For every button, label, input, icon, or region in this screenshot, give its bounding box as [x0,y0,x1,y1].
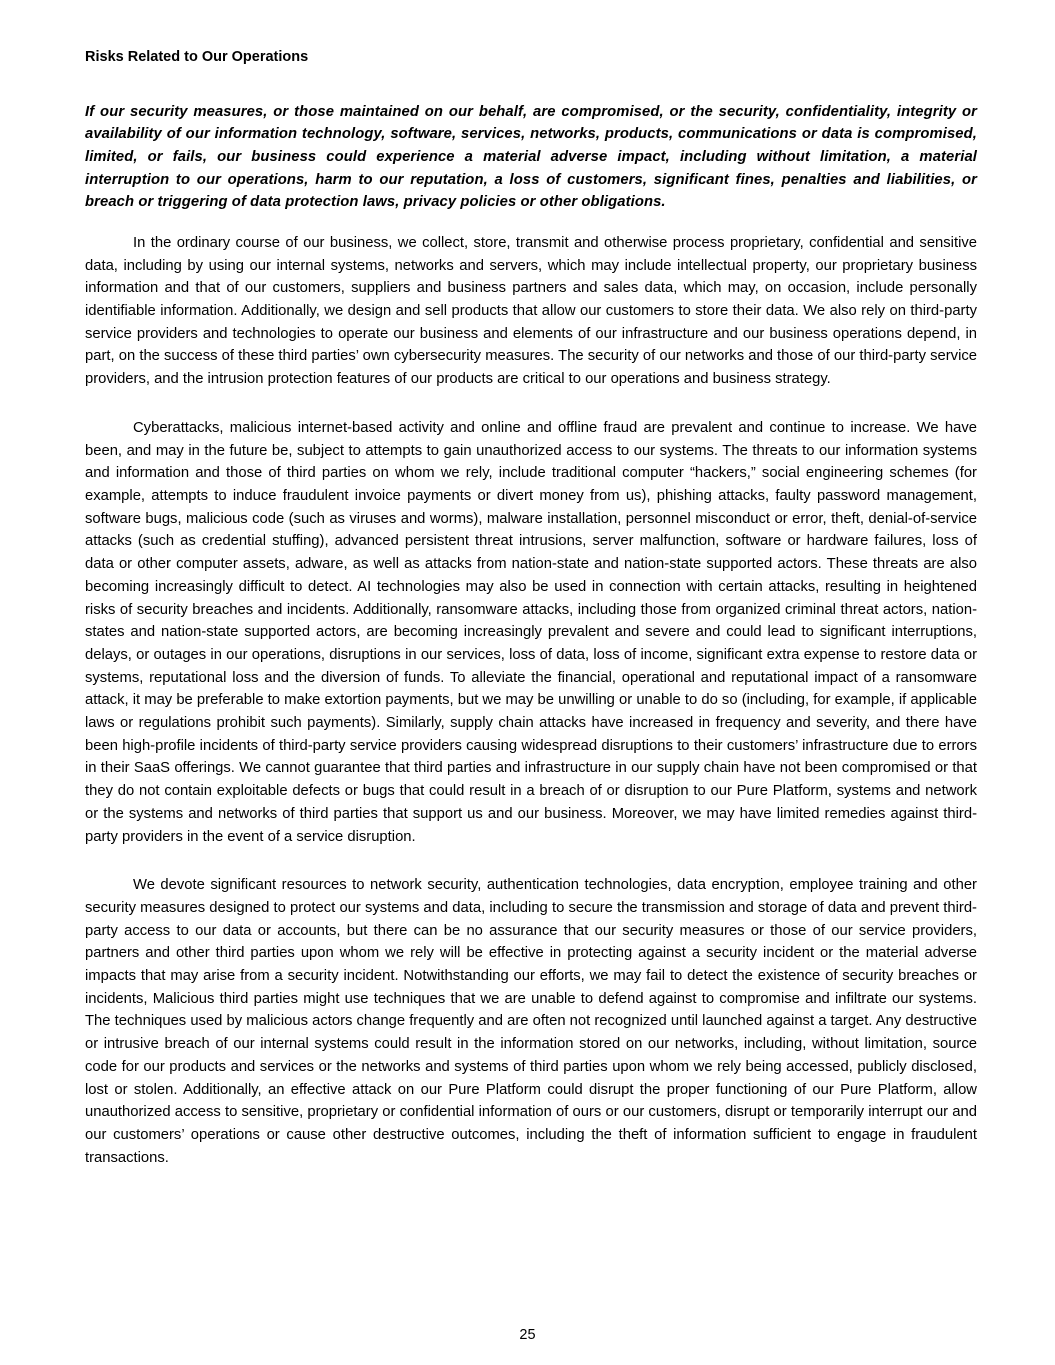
body-paragraph-2: Cyberattacks, malicious internet-based activity and online and offline fraud are prevalent and continue to increase. We have been, and may in the future be, subject to attempts to gain unauthorized access to our systems. The threats to our information systems and information and those of third parties on whom we rely, include traditional computer “hackers,” social engineering schemes (for example, attempts to induce fraudulent invoice payments or divert money from us), phishing attacks, faulty password management, software bugs, malicious code (such as viruses and worms), malware installation, personnel misconduct or error, theft, denial-of-service attacks (such as credential stuffing), advanced persistent threat intrusions, server malfunction, software or hardware failures, loss of data or other computer assets, adware, as well as attacks from nation-state and nation-state supported actors. These threats are also becoming increasingly difficult to detect. AI technologies may also be used in connection with certain attacks, resulting in heightened risks of security breaches and incidents. Additionally, ransomware attacks, including those from organized criminal threat actors, nation-states and nation-state supported actors, are becoming increasingly prevalent and severe and could lead to significant interruptions, delays, or outages in our operations, disruptions in our services, loss of data, loss of income, significant extra expense to restore data or systems, reputational loss and the diversion of funds. To alleviate the financial, operational and reputational impact of a ransomware attack, it may be preferable to make extortion payments, but we may be unwilling or unable to do so (including, for example, if applicable laws or regulations prohibit such payments). Similarly, supply chain attacks have increased in frequency and severity, and there have been high-profile incidents of third-party service providers causing widespread disruptions to their customers’ infrastructure due to errors in their SaaS offerings. We cannot guarantee that third parties and infrastructure in our supply chain have not been compromised or that they do not contain exploitable defects or bugs that could result in a breach of or disruption to our Pure Platform, systems and network or the systems and networks of third parties that support us and our business. Moreover, we may have limited remedies against third-party providers in the event of a service disruption. [85,419,977,845]
body-paragraph-3: We devote significant resources to network security, authentication technologies, data encryption, employee training and other security measures designed to protect our systems and data, including to secure the transmission and storage of data and prevent third-party access to our data or accounts, but there can be no assurance that our security measures or those of our service providers, partners and other third parties upon whom we rely will be effective in protecting against a security incident or the material adverse impacts that may arise from a security incident. Notwithstanding our efforts, we may fail to detect the existence of security breaches or incidents, Malicious third parties might use techniques that we are unable to defend against to compromise and infiltrate our systems. The techniques used by malicious actors change frequently and are often not recognized until launched against a target. Any destructive or intrusive breach of our internal systems could result in the information stored on our networks, including, without limitation, source code for our products and services or the networks and systems of third parties upon whom we rely being accessed, publicly disclosed, lost or stolen. Additionally, an effective attack on our Pure Platform could disrupt the proper functioning of our Pure Platform, allow unauthorized access to sensitive, proprietary or confidential information of ours or our customers, disrupt or temporarily interrupt our and our customers’ operations or cause other destructive outcomes, including the theft of information sufficient to engage in fraudulent transactions. [85,877,977,1166]
page-number: 25 [519,1327,536,1343]
body-paragraph-1: In the ordinary course of our business, we collect, store, transmit and otherwise process proprietary, confidential and sensitive data, including by using our internal systems, networks and servers, which may include intellectual property, our proprietary business information and that of our customers, suppliers and business partners and sales data, which may, on occasion, include personally identifiable information. Additionally, we design and sell products that allow our customers to store their data. We also rely on third-party service providers and technologies to operate our business and elements of our infrastructure and our business operations depend, in part, on the success of these third parties’ own cybersecurity measures. The security of our networks and those of our third-party service providers, and the intrusion protection features of our products are critical to our operations and business strategy. [85,234,977,388]
section-heading: Risks Related to Our Operations [85,49,309,65]
risk-factor-title: If our security measures, or those maintained on our behalf, are compromised, or the security, confidentiality, integrity or availability of our information technology, software, services, networks, products, communications or data is compromised, limited, or fails, our business could experience a material adverse impact, including without limitation, a material interruption to our operations, harm to our reputation, a loss of customers, significant fines, penalties and liabilities, or breach or triggering of data protection laws, privacy policies or other obligations. [85,103,977,211]
